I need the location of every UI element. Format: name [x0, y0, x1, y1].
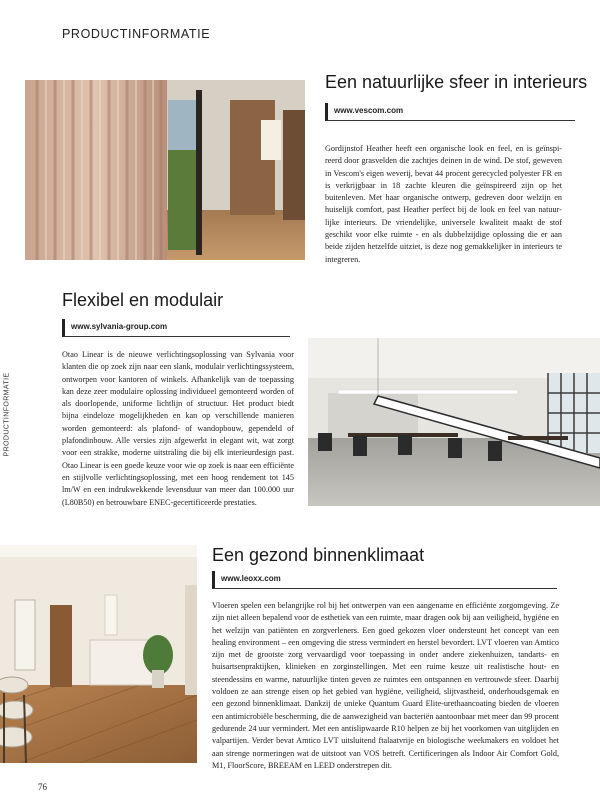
- body-text: Gordijnstof Heather heeft een organische look en feel, en is geïnspireerd door grasvelden die zachtjes deinen in de wind. De stof, geweven in Vescom's eigen weverij, bevat 44 procent gerecycled polyester FR en is verkrijgbaar in 18 zachte kleuren die geïnspireerd zijn op het buitenleven. Met haar organische ontwerp, gedreven door welzijn en huiselijk comfort, past Heather perfect bij de look en feel van natuurlijke interieurs. De vriendelijke, universele kwaliteit maakt de stof geschikt voor elke ruimte - en als dubbelzijdige oplossing die er aan beide zijden hetzelfde uitziet, is deze nog gemakkelijker in interieurs te integreren.: [325, 144, 562, 264]
- body-text: Vloeren spelen een belangrijke rol bij het ontwerpen van een aangename en efficiënte zorgomgeving. Ze zijn niet alleen bepalend voor de esthetiek van een ruimte, maar dragen ook bij aan veiligheid, hygiëne en het welzijn van patiënten en zorgverleners. Een goed gekozen vloer ondersteunt het concept van een healing environment – een omgeving die stress vermindert en herstel bevordert. LVT vloeren van Amtico zijn met de grootste zorg vervaardigd voor toepassing in onder andere ziekenhuizen, tandarts- en huisartsenpraktijken, klinieken en zorginstellingen. Met een ruime keuze uit realistische hout- en steendessins en warme, natuurlijke tinten geven ze ruimtes een ontspannen en vertrouwde sfeer. Daarbij voldoen ze aan strenge eisen op het gebied van hygiëne, veiligheid, slijtvastheid, onderhoudsgemak en een gezond binnenklimaat. Dankzij de unieke Quantum Guard Elite-urethaancoating bieden de vloeren een antimicrobiële bescherming, die de aanwezigheid van bacteriën aantoonbaar met meer dan 99 procent gedurende 24 uur vermindert. Met een antislipwaarde R10 helpen ze bij het voorkomen van uitglijden en valpartijen. Verder bevat Amtico LVT uitsluitend ftalaatvrije en biologische weekmakers en voldoet het aan strenge normeringen wat de uitstoot van VOS betreft. Certificeringen als Indoor Air Comfort Gold, M1, FloorScore, BREEAM en LEED onderstrepen dit.: [212, 601, 559, 770]
- section-header: PRODUCTINFORMATIE: [62, 27, 211, 41]
- url-text[interactable]: www.sylvania-group.com: [71, 322, 168, 331]
- clinic-lobby-photo: [0, 545, 197, 763]
- article-body-leoxx: [212, 600, 559, 772]
- article-title-sylvania: Flexibel en modulair: [62, 290, 224, 310]
- article-title-leoxx: Een gezond binnenklimaat: [212, 545, 425, 565]
- office-lighting-photo: [308, 338, 600, 506]
- page-number: 76: [38, 782, 47, 792]
- article-body-sylvania: [62, 349, 294, 509]
- article-url-sylvania[interactable]: [62, 319, 290, 337]
- article-title-vescom: Een natuurlijke sfeer in interieurs: [325, 72, 588, 92]
- url-text[interactable]: www.leoxx.com: [221, 574, 281, 583]
- body-text: Otao Linear is de nieuwe verlichtingsoplossing van Sylvania voor klanten die op zoek zijn naar een slank, modulair verlichtingssysteem, ontworpen voor kantoren of winkels. Afhankelijk van de toepassing kan deze zeer modulaire oplossing individueel gemonteerd worden of als doorlopende, uniforme lichtlijn of structuur. Het product biedt bijna eindeloze mogelijkheden en kan op verschillende manieren worden gemonteerd: als plafond- of wandopbouw, gependeld of plafondinbouw. Alle versies zijn afgewerkt in elegant wit, wat zorgt voor een strakke, moderne uitstraling die bij elk interieurdesign past. Otao Linear is een goede keuze voor wie op zoek is naar een efficiënte en stijlvolle verlichtingsoplossing, met een hoog rendement tot 145 lm/W en een indrukwekkende levensduur van meer dan 100.000 uur (L80B50) en betrouwbare ENEC-gecertificeerde prestaties.: [62, 350, 294, 507]
- article-url-leoxx[interactable]: [212, 571, 557, 589]
- url-text[interactable]: www.vescom.com: [334, 106, 404, 115]
- article-body-vescom: [325, 143, 562, 266]
- curtain-interior-photo: [25, 80, 305, 260]
- article-url-vescom[interactable]: [325, 103, 575, 121]
- side-section-label: PRODUCTINFORMATIE: [3, 372, 11, 457]
